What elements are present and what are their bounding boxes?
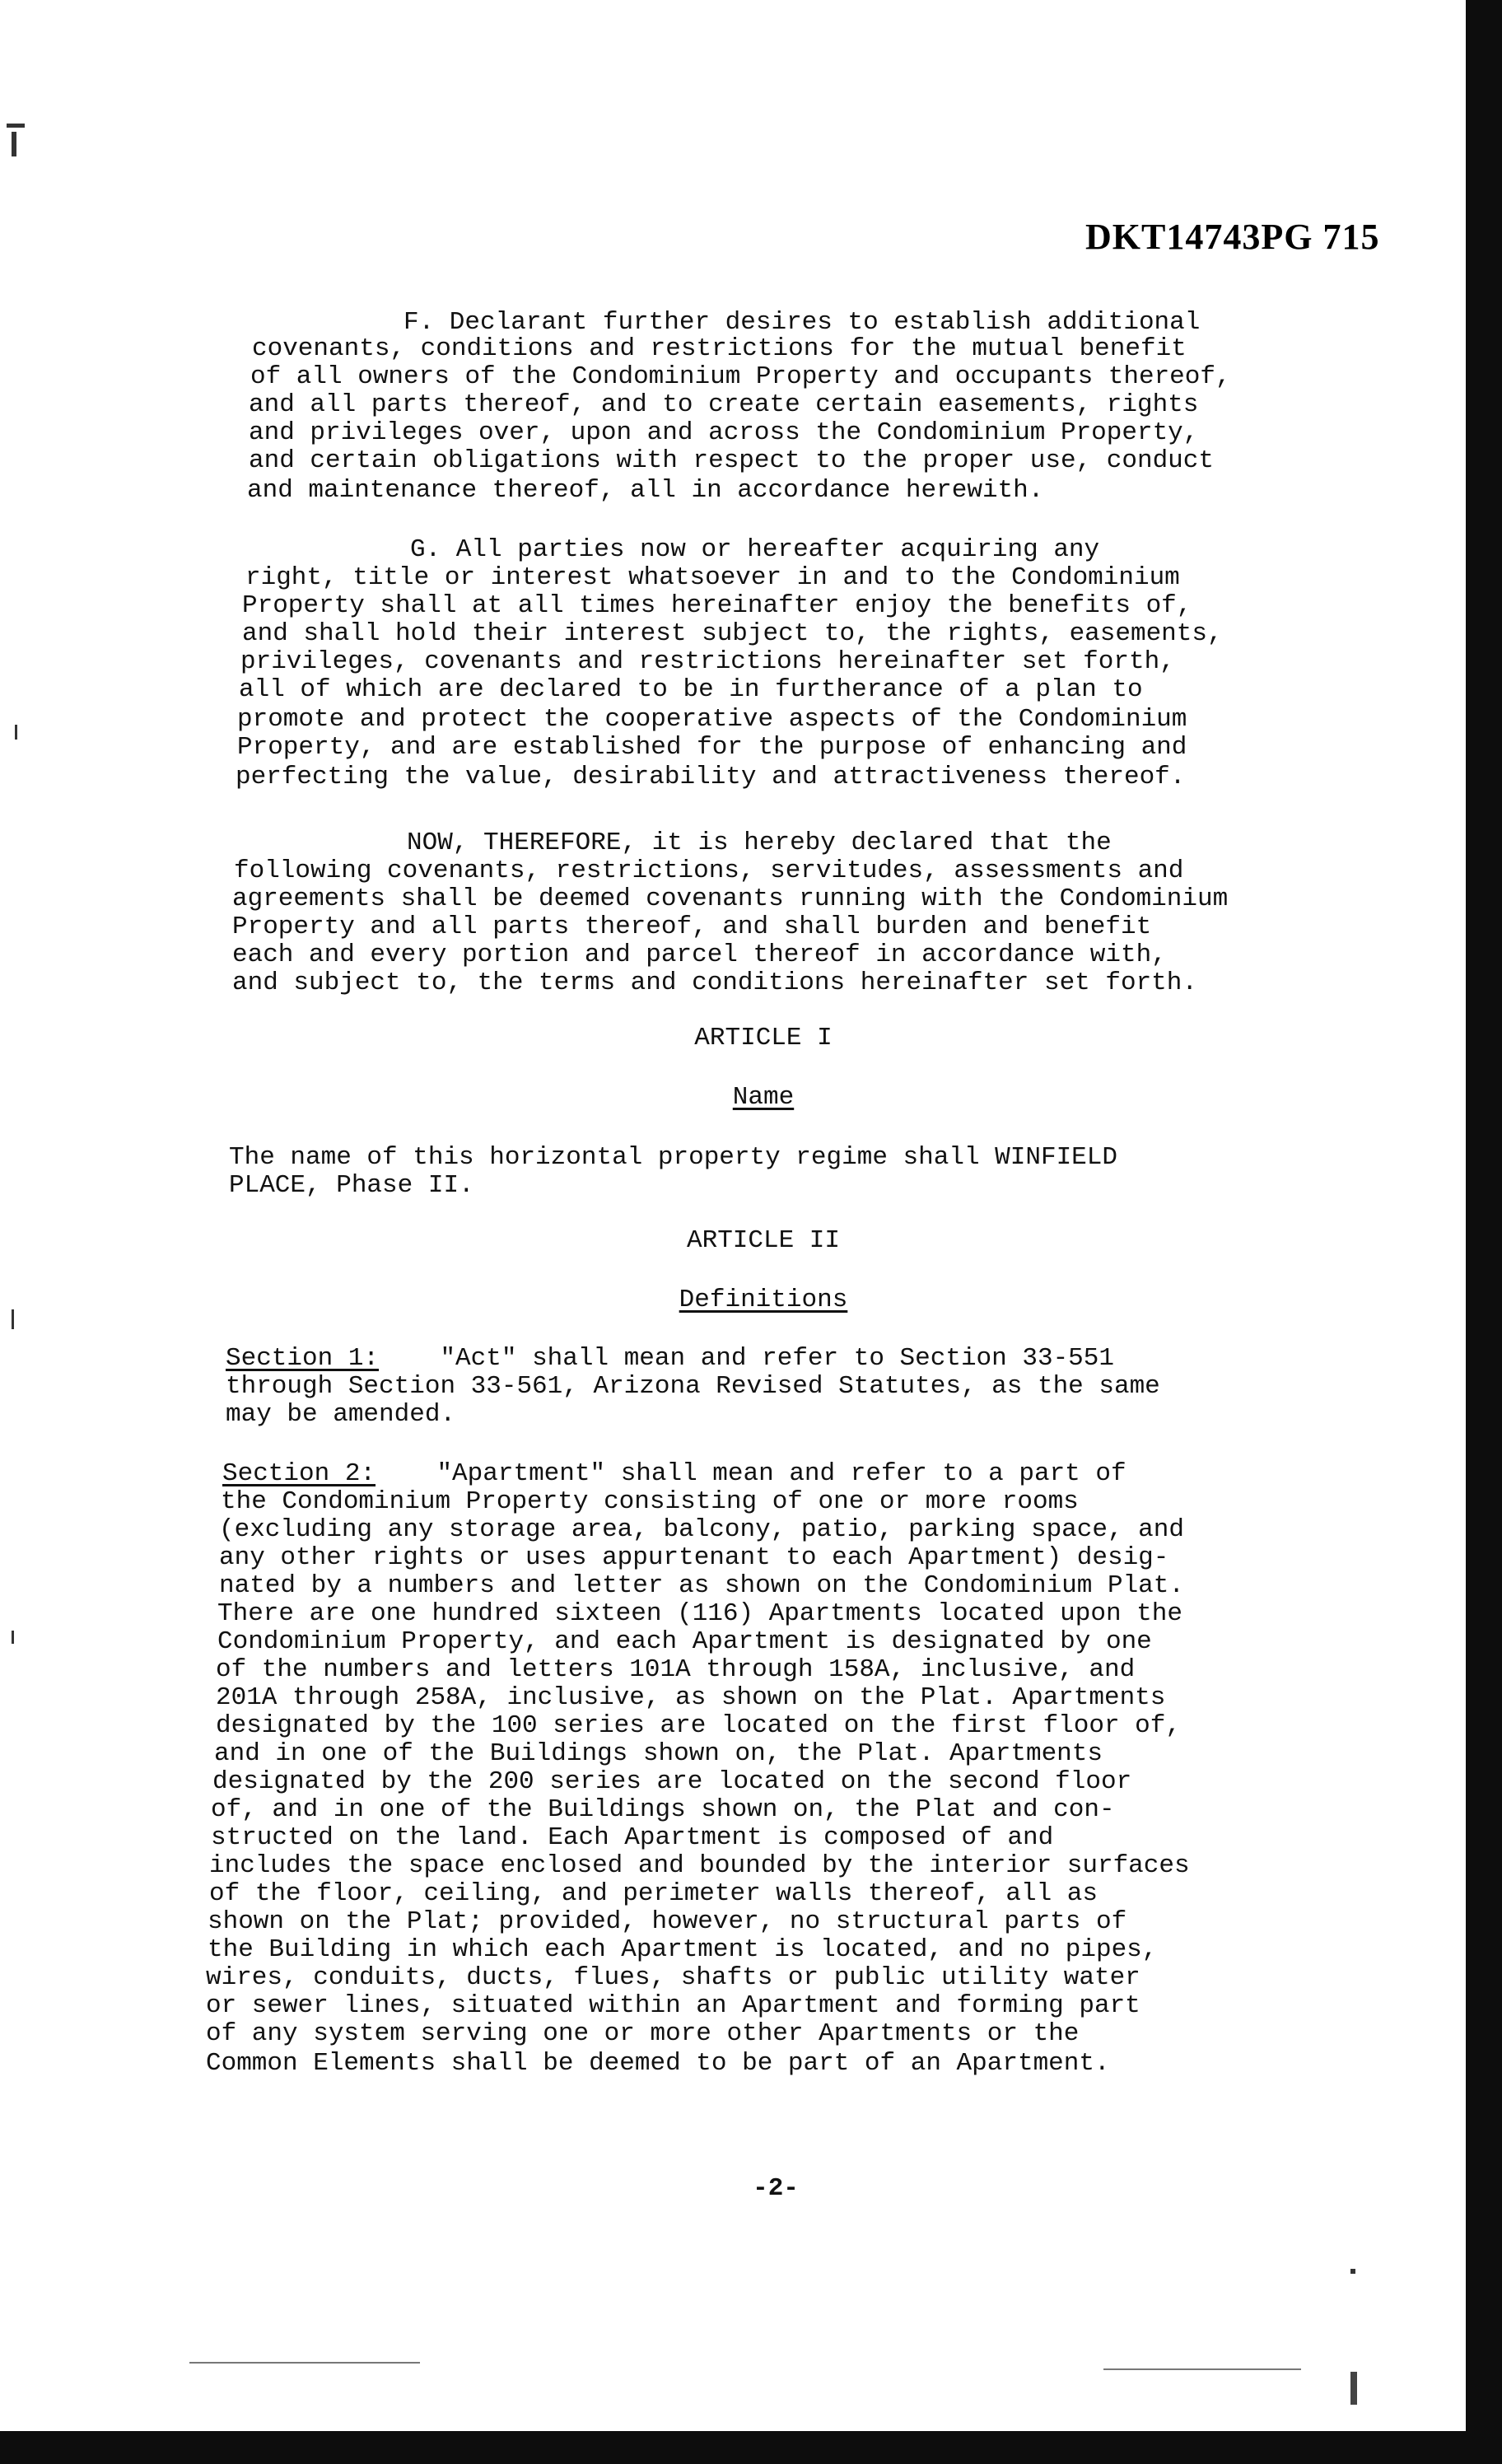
text-line: There are one hundred sixteen (116) Apartments located upon the	[217, 1599, 1182, 1628]
scan-mark	[1350, 2269, 1355, 2274]
text-line: Property shall at all times hereinafter enjoy the benefits of,	[242, 591, 1192, 620]
text-line: "Act" shall mean and refer to Section 33-551	[440, 1344, 1114, 1373]
article-2-subheading-text: Definitions	[679, 1286, 848, 1314]
text-line: and in one of the Buildings shown on, the Plat. Apartments	[214, 1739, 1103, 1768]
article-2-heading: ARTICLE II	[686, 1226, 841, 1255]
text-line: and privileges over, upon and across the Condominium Property,	[249, 418, 1199, 447]
text-line: the Building in which each Apartment is located, and no pipes,	[208, 1935, 1158, 1964]
text-line: right, title or interest whatsoever in and to the Condominium	[245, 563, 1180, 592]
article-1-subheading	[0, 1084, 1502, 1112]
text-line: following covenants, restrictions, servitudes, assessments and	[234, 856, 1184, 885]
text-line: 201A through 258A, inclusive, as shown on the Plat. Apartments	[216, 1683, 1166, 1712]
spacer	[376, 1459, 436, 1488]
section-1-label: Section 1:	[226, 1344, 380, 1373]
text-line: and maintenance thereof, all in accordance herewith.	[247, 476, 1044, 505]
article-1-heading: ARTICLE I	[694, 1024, 833, 1052]
article-2-subheading	[0, 1286, 1502, 1314]
text-line: covenants, conditions and restrictions for the mutual benefit	[252, 334, 1187, 363]
article-1-subheading-text: Name	[732, 1083, 795, 1112]
section-2-first-line	[222, 1459, 1126, 1488]
text-line: privileges, covenants and restrictions hereinafter set forth,	[240, 647, 1175, 676]
section-2-label: Section 2:	[222, 1459, 376, 1488]
scan-mark	[12, 132, 16, 156]
text-line: promote and protect the cooperative aspects of the Condominium	[237, 705, 1187, 734]
text-line: and subject to, the terms and conditions hereinafter set forth.	[232, 968, 1197, 997]
text-line: Condominium Property, and each Apartment is designated by one	[217, 1627, 1152, 1656]
scan-mark	[1103, 2368, 1301, 2370]
text-line: agreements shall be deemed covenants running with the Condominium	[232, 884, 1229, 913]
text-line: G. All parties now or hereafter acquiring any	[410, 535, 1100, 564]
page-number: -2-	[753, 2174, 799, 2203]
text-line: each and every portion and parcel thereof in accordance with,	[232, 940, 1167, 969]
text-line: NOW, THEREFORE, it is hereby declared that the	[407, 828, 1112, 857]
text-line: and certain obligations with respect to the proper use, conduct	[249, 446, 1214, 475]
text-line: of the floor, ceiling, and perimeter walls thereof, all as	[209, 1879, 1098, 1908]
text-line: may be amended.	[226, 1400, 456, 1429]
text-line: of the numbers and letters 101A through 158A, inclusive, and	[216, 1655, 1136, 1684]
scan-mark	[7, 124, 25, 128]
scan-mark	[12, 1631, 14, 1644]
text-line: wires, conduits, ducts, flues, shafts or public utility water	[206, 1963, 1140, 1992]
scan-edge-bottom	[0, 2431, 1502, 2464]
scan-mark	[189, 2362, 420, 2364]
text-line: the Condominium Property consisting of one or more rooms	[221, 1487, 1079, 1516]
text-line: "Apartment" shall mean and refer to a part of	[436, 1459, 1126, 1488]
text-line: of any system serving one or more other Apartments or the	[206, 2019, 1080, 2048]
section-1-first-line	[226, 1344, 1114, 1373]
scan-mark	[1350, 2372, 1357, 2405]
text-line: designated by the 100 series are located on the first floor of,	[216, 1711, 1181, 1740]
text-line: all of which are declared to be in furtherance of a plan to	[239, 675, 1143, 704]
text-line: PLACE, Phase II.	[229, 1171, 474, 1200]
text-line: structed on the land. Each Apartment is composed of and	[211, 1823, 1054, 1852]
text-line: nated by a numbers and letter as shown on the Condominium Plat.	[219, 1571, 1184, 1600]
text-line: F. Declarant further desires to establish additional	[403, 308, 1201, 337]
text-line: any other rights or uses appurtenant to each Apartment) desig-	[219, 1543, 1169, 1572]
text-line: The name of this horizontal property regime shall WINFIELD	[229, 1143, 1117, 1172]
text-line: includes the space enclosed and bounded by the interior surfaces	[209, 1851, 1190, 1880]
text-line: through Section 33-561, Arizona Revised Statutes, as the same	[226, 1372, 1160, 1401]
text-line: perfecting the value, desirability and attractiveness thereof.	[236, 763, 1186, 791]
text-line: (excluding any storage area, balcony, patio, parking space, and	[219, 1515, 1184, 1544]
text-line: and shall hold their interest subject to, the rights, easements,	[242, 619, 1223, 648]
text-line: designated by the 200 series are located on the second floor	[212, 1767, 1132, 1796]
text-line: shown on the Plat; provided, however, no structural parts of	[208, 1907, 1127, 1936]
text-line: and all parts thereof, and to create certain easements, rights	[249, 390, 1199, 419]
recording-stamp: DKT14743PG 715	[1085, 217, 1380, 257]
text-line: Property and all parts thereof, and shall burden and benefit	[232, 912, 1152, 941]
text-line: Common Elements shall be deemed to be part of an Apartment.	[206, 2049, 1110, 2078]
spacer	[379, 1344, 440, 1373]
text-line: of, and in one of the Buildings shown on, the Plat and con-	[211, 1795, 1115, 1824]
text-line: Property, and are established for the purpose of enhancing and	[237, 733, 1187, 762]
text-line: or sewer lines, situated within an Apartment and forming part	[206, 1991, 1140, 2020]
scan-mark	[15, 725, 17, 740]
text-line: of all owners of the Condominium Property and occupants thereof,	[250, 362, 1231, 391]
